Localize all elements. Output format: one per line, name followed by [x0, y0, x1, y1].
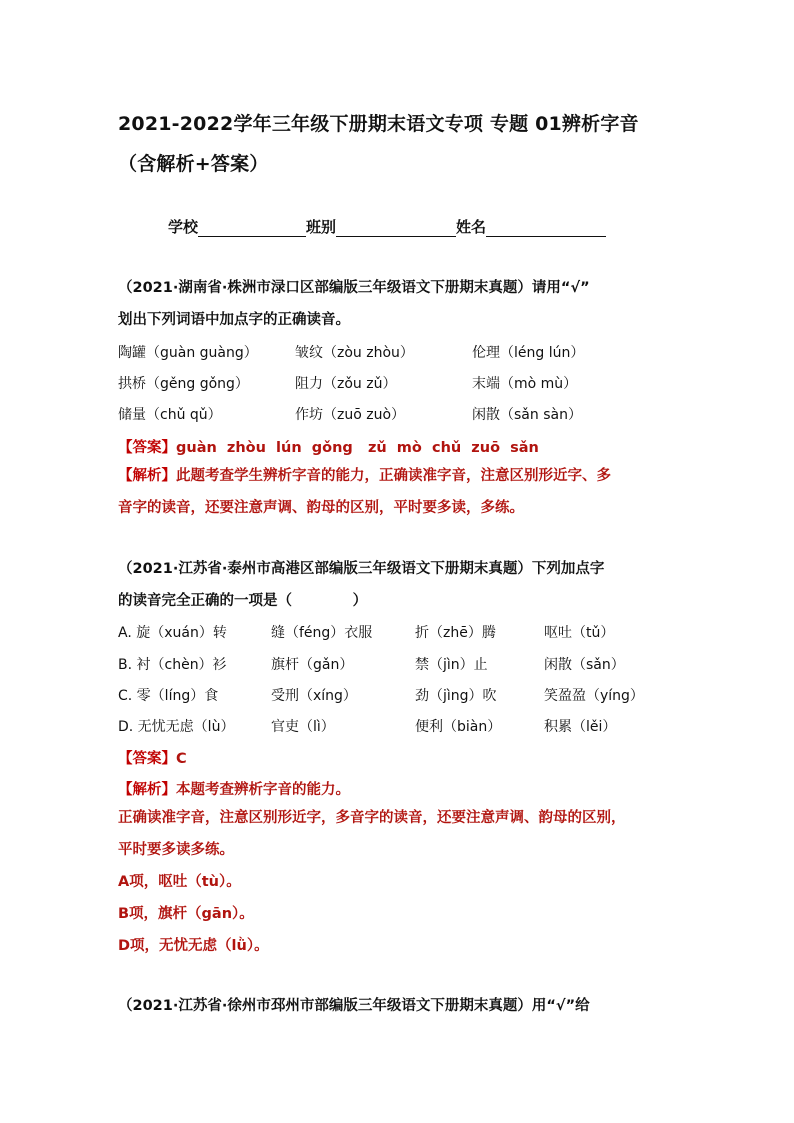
q2-option-cell: B. 衬（chèn）衫: [118, 657, 227, 673]
q2-explanation-line-2: 平时要多读多练。: [118, 842, 234, 858]
q1-analysis-line-2: 音字的读音，还要注意声调、韵母的区别，平时要多读，多练。: [118, 500, 524, 516]
name-blank: [486, 218, 606, 237]
document-title: [118, 104, 688, 184]
q2-option-cell: 官吏（lì）: [271, 719, 335, 735]
q1-cell: 陶罐（guàn guàng）: [118, 345, 258, 361]
title-line-2: （含解析+答案）: [118, 153, 269, 175]
q1-cell: 皱纹（zòu zhòu）: [295, 345, 414, 361]
q2-option-cell: 笑盈盈（yíng）: [544, 688, 644, 704]
q2-option-cell: A. 旋（xuán）转: [118, 625, 227, 641]
q2-option-cell: 积累（lěi）: [544, 719, 617, 735]
class-blank: [336, 218, 456, 237]
q1-analysis: [118, 460, 683, 524]
q1-cell: 伦理（léng lún）: [472, 345, 585, 361]
q2-option-cell: 呕吐（tǔ）: [544, 625, 615, 641]
q1-cell: 闲散（sǎn sàn）: [472, 407, 582, 423]
q2-item-d: D项，无忧无虑（lǜ）。: [118, 938, 269, 954]
q2-answer: [118, 747, 187, 768]
q2-stem-line-2: 的读音完全正确的一项是（ ）: [118, 593, 368, 609]
q2-option-cell: 折（zhē）腾: [415, 625, 496, 641]
q2-analysis-text: 本题考查辨析字音的能力。: [176, 782, 350, 798]
q1-cell: 作坊（zuō zuò）: [295, 407, 406, 423]
q1-answer-tag: 【答案】: [118, 440, 176, 456]
q1-cell: 末端（mò mù）: [472, 376, 578, 392]
q2-item-a: A项，呕吐（tù）。: [118, 874, 241, 890]
q1-cell: 拱桥（gěng gǒng）: [118, 376, 249, 392]
q2-option-cell: 禁（jìn）止: [415, 657, 488, 673]
q2-option-cell: 劲（jìng）吹: [415, 688, 497, 704]
q1-cell: 阻力（zǒu zǔ）: [295, 376, 397, 392]
q2-explanation-line-1: 正确读准字音，注意区别形近字，多音字的读音，还要注意声调、韵母的区别，: [118, 810, 626, 826]
q2-analysis-tag: 【解析】: [118, 782, 176, 798]
q2-stem: [118, 553, 678, 617]
q2-option-cell: C. 零（líng）食: [118, 688, 219, 704]
q1-analysis-text-1: 此题考查学生辨析字音的能力，正确读准字音，注意区别形近字、多: [176, 468, 611, 484]
school-blank: [198, 218, 306, 237]
q3-stem-line-1: （2021·江苏省·徐州市邳州市部编版三年级语文下册期末真题）用“√”给: [118, 998, 590, 1014]
student-info-line: [168, 216, 606, 237]
q1-cell: 储量（chǔ qǔ）: [118, 407, 222, 423]
q2-option-cell: 便利（biàn）: [415, 719, 502, 735]
q1-analysis-tag: 【解析】: [118, 468, 176, 484]
q1-stem-line-2: 划出下列词语中加点字的正确读音。: [118, 312, 350, 328]
school-label: 学校: [168, 218, 199, 236]
q2-stem-line-1: （2021·江苏省·泰州市高港区部编版三年级语文下册期末真题）下列加点字: [118, 561, 605, 577]
title-line-1: 2021-2022学年三年级下册期末语文专项 专题 01辨析字音: [118, 113, 639, 135]
q2-item-b: B项，旗杆（gān）。: [118, 906, 254, 922]
name-label: 姓名: [456, 218, 487, 236]
q1-answer: [118, 436, 539, 457]
q2-option-cell: D. 无忧无虑（lù）: [118, 719, 235, 735]
q2-answer-tag: 【答案】: [118, 751, 176, 767]
q2-option-cell: 闲散（sǎn）: [544, 657, 625, 673]
q1-stem-line-1: （2021·湖南省·株洲市渌口区部编版三年级语文下册期末真题）请用“√”: [118, 280, 590, 296]
q2-option-cell: 受刑（xíng）: [271, 688, 357, 704]
q3-stem: [118, 990, 688, 1022]
q2-analysis: [118, 778, 350, 799]
q1-answer-text: guàn zhòu lún gǒng zǔ mò chǔ zuō sǎn: [176, 440, 539, 456]
q2-option-cell: 缝（féng）衣服: [271, 625, 373, 641]
q2-option-cell: 旗杆（gǎn）: [271, 657, 354, 673]
q2-explanation: [118, 802, 688, 962]
q1-stem: [118, 272, 678, 336]
q1-analysis-line-1: [118, 460, 683, 492]
q2-answer-text: C: [176, 751, 187, 767]
class-label: 班别: [306, 218, 337, 236]
